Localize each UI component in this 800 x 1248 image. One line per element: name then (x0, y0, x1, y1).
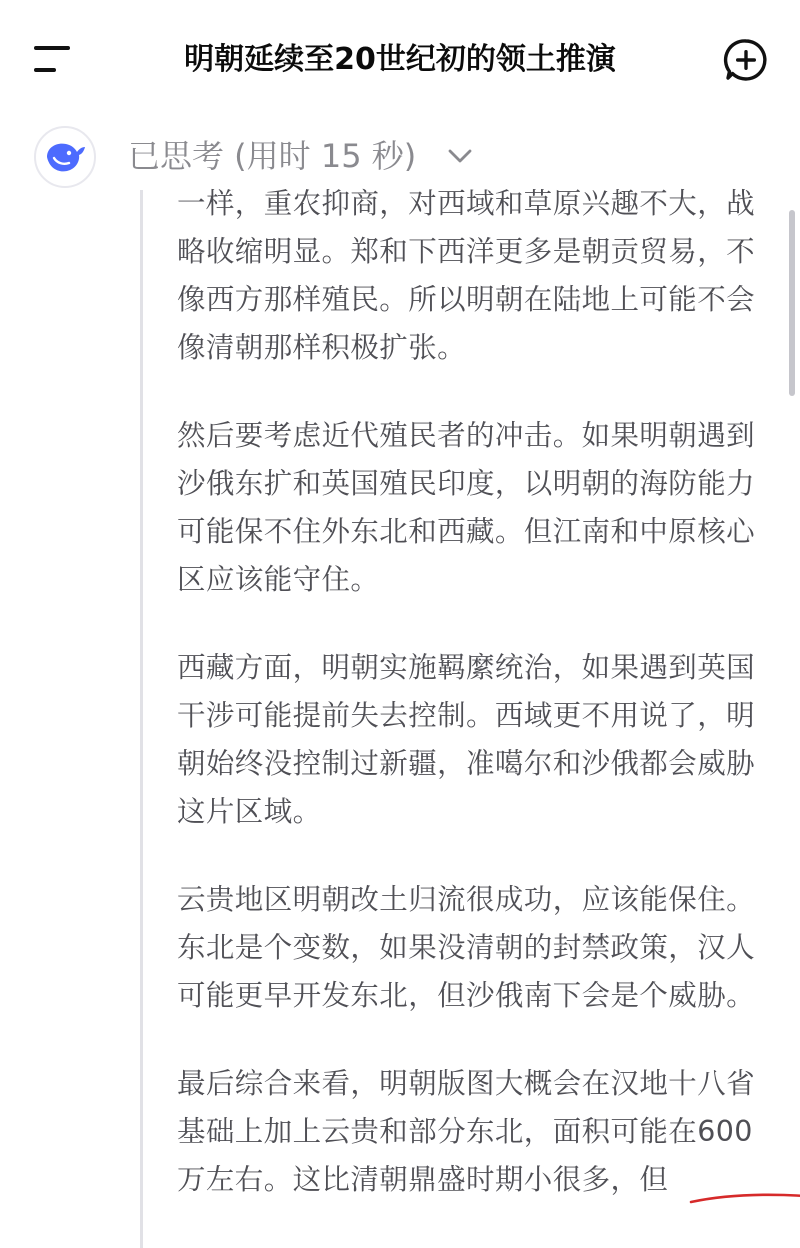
page-title: 明朝延续至20世纪初的领土推演 (184, 42, 616, 77)
hand-drawn-underline (689, 1190, 800, 1206)
thought-paragraph: 一样，重农抑商，对西域和草原兴趣不大，战略收缩明显。郑和下西洋更多是朝贡贸易，不像西方那样殖民。所以明朝在陆地上可能不会像清朝那样积极扩张。 (177, 187, 756, 364)
whale-logo-icon (45, 139, 87, 175)
thinking-toggle[interactable] (0, 118, 800, 188)
menu-icon[interactable] (30, 44, 74, 74)
thought-paragraph: 然后要考虑近代殖民者的冲击。如果明朝遇到沙俄东扩和英国殖民印度，以明朝的海防能力可能保不住外东北和西藏。但江南和中原核心区应该能守住。 (177, 419, 756, 596)
last-paragraph-end: 。这比清朝鼎盛时期小很多，但 (263, 1163, 669, 1196)
highlighted-text: 600万左右 (177, 1115, 753, 1196)
avatar (34, 126, 96, 188)
scrollbar[interactable] (789, 210, 795, 396)
top-bar (0, 0, 800, 118)
chevron-down-icon[interactable] (446, 144, 474, 168)
thought-content (177, 180, 767, 1244)
thinking-duration-label: 已思考 (用时 15 秒) (128, 137, 417, 175)
thought-paragraph: 西藏方面，明朝实施羁縻统治，如果遇到英国干涉可能提前失去控制。西域更不用说了，明朝始终没控制过新疆，准噶尔和沙俄都会威胁这片区域。 (177, 651, 756, 828)
thought-paragraph: 云贵地区明朝改土归流很成功，应该能保住。东北是个变数，如果没清朝的封禁政策，汉人可能更早开发东北，但沙俄南下会是个威胁。 (177, 883, 756, 1012)
last-paragraph-start: 最后综合来看，明朝版图大概会在汉地十八省基础上加上云贵和部分东北，面积可能在 (177, 1067, 756, 1148)
new-chat-icon[interactable] (722, 36, 770, 84)
thought-paragraph-last (177, 1060, 767, 1204)
thought-divider-line (140, 190, 143, 1248)
